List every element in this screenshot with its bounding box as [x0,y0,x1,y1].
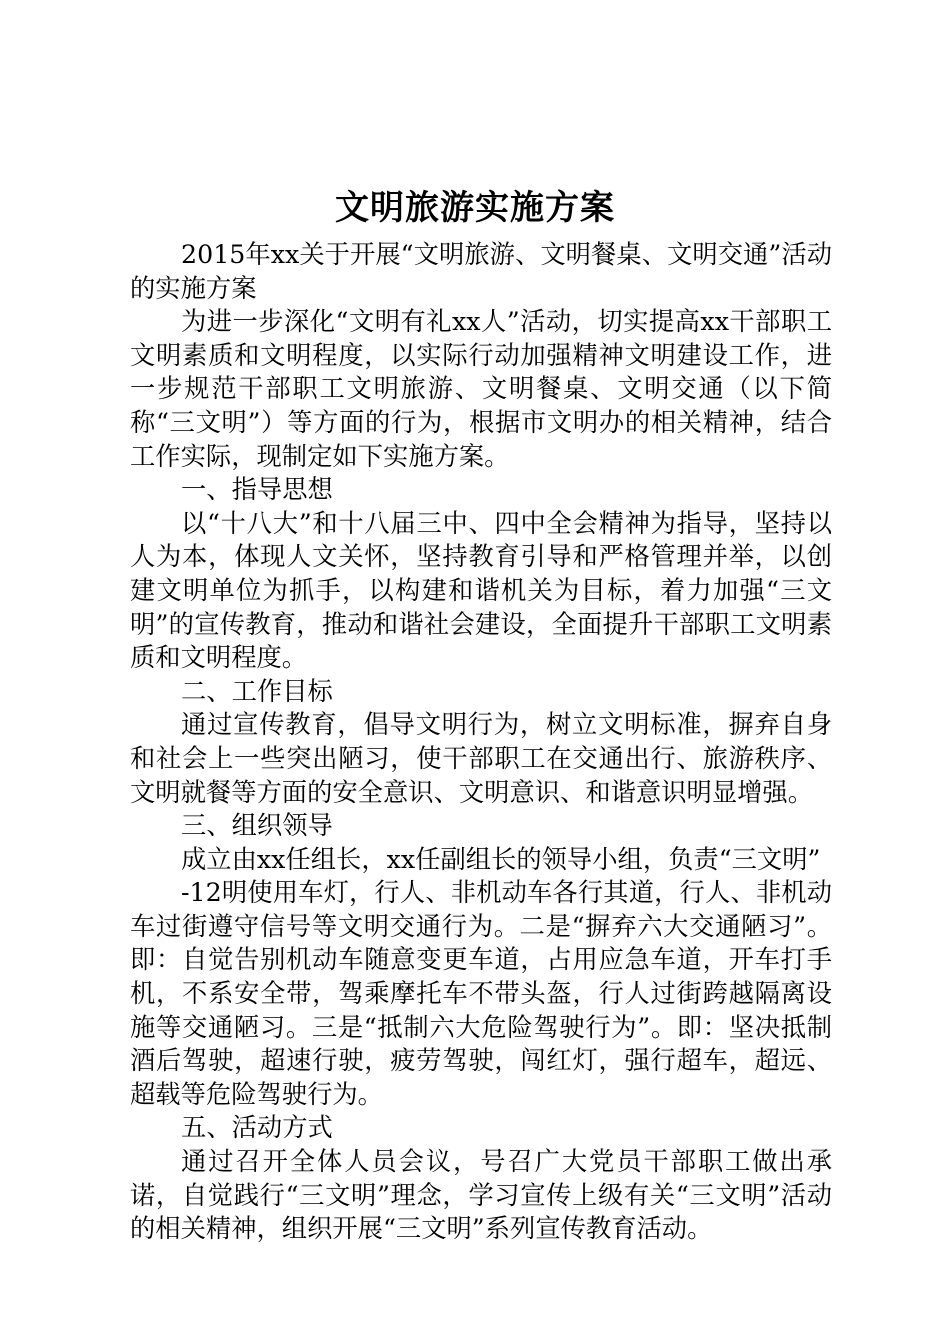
section-heading-organization: 三、组织领导 [181,811,333,841]
paragraph-work-goals: 通过宣传教育，倡导文明行为，树立文明标准，摒弃自身和社会上一些突出陋习，使干部职工在交通出行、旅游秩序、文明就餐等方面的安全意识、文明意识、和谐意识明显增强。 [130,710,832,807]
paragraph-activity-methods: 通过召开全体人员会议，号召广大党员干部职工做出承诺，自觉践行“三文明”理念，学习宣传上级有关“三文明”活动的相关精神，组织开展“三文明”系列宣传教育活动。 [130,1147,832,1244]
document-title: 文明旅游实施方案 [335,188,615,228]
document-body [130,238,832,1246]
section-heading-work-goals: 二、工作目标 [181,676,333,706]
section-heading-guiding-ideology: 一、指导思想 [181,475,333,505]
paragraph-traffic-behavior: -12明使用车灯，行人、非机动车各行其道，行人、非机动车过街遵守信号等文明交通行为。二是“摒弃六大交通陋习”。即：自觉告别机动车随意变更车道，占用应急车道，开车打手机，不系安全带，驾乘摩托车不带头盔，行人过街跨越隔离设施等交通陋习。三是“抵制六大危险驾驶行为”。即：坚决抵制酒后驾驶，超速行驶，疲劳驾驶，闯红灯，强行超车，超远、超载等危险驾驶行为。 [130,878,832,1109]
paragraph-organization: 成立由xx任组长，xx任副组长的领导小组，负责“三文明” [181,844,821,874]
paragraph-intro: 2015年xx关于开展“文明旅游、文明餐桌、文明交通”活动的实施方案 [130,240,832,303]
paragraph-guiding-ideology: 以“十八大”和十八届三中、四中全会精神为指导，坚持以人为本，体现人文关怀，坚持教育引导和严格管理并举，以创建文明单位为抓手，以构建和谐机关为目标，着力加强“三文明”的宣传教育，推动和谐社会建设，全面提升干部职工文明素质和文明程度。 [130,508,832,673]
paragraph-purpose: 为进一步深化“文明有礼xx人”活动，切实提高xx干部职工文明素质和文明程度，以实际行动加强精神文明建设工作，进一步规范干部职工文明旅游、文明餐桌、文明交通（以下简称“三文明”）等方面的行为，根据市文明办的相关精神，结合工作实际，现制定如下实施方案。 [130,307,832,471]
section-heading-activity-methods: 五、活动方式 [181,1113,333,1143]
